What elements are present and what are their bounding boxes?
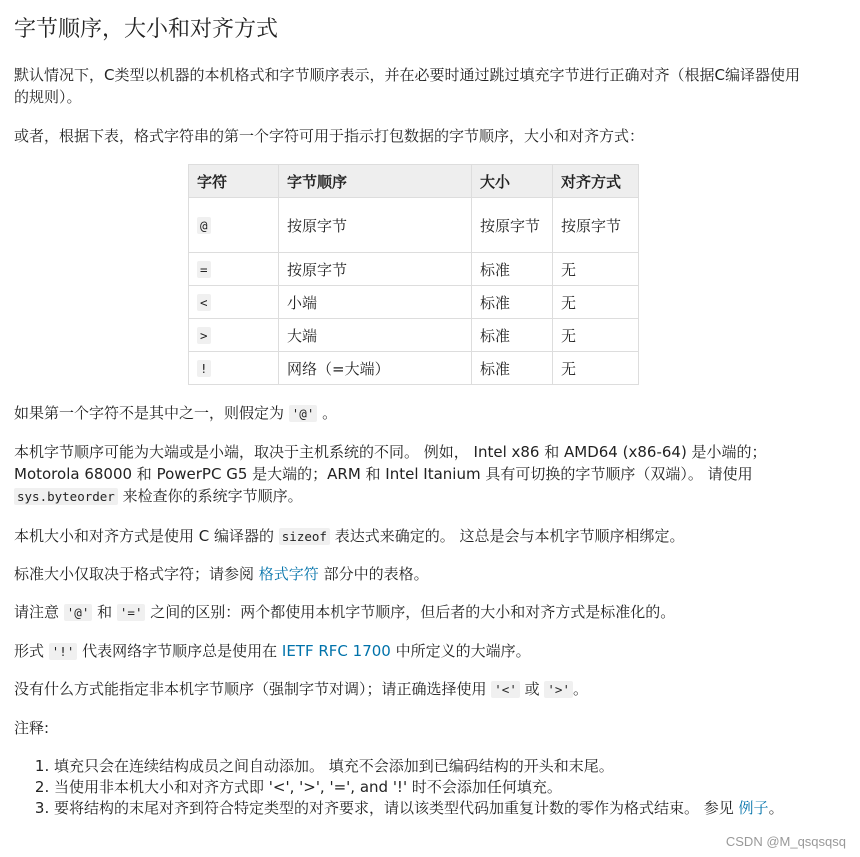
- text: 本机大小和对齐方式是使用 C 编译器的: [14, 527, 279, 545]
- text: 。: [572, 680, 588, 698]
- network-order-paragraph: [14, 640, 814, 663]
- table-row: [189, 319, 639, 352]
- header-byte-order: 字节顺序: [279, 165, 472, 198]
- list-item: [54, 798, 834, 819]
- text: 请注意: [14, 603, 64, 621]
- inline-code: '>': [544, 681, 573, 698]
- text: 。: [317, 404, 338, 422]
- table-cell: 小端: [279, 286, 472, 319]
- intro-paragraph: 默认情况下，C类型以机器的本机格式和字节顺序表示，并在必要时通过跳过填充字节进行正确对齐（根据C编译器使用的规则）。: [14, 66, 800, 106]
- table-cell: 大端: [279, 319, 472, 352]
- table-row: [189, 198, 639, 253]
- text: 部分中的表格。: [318, 565, 429, 583]
- non-native-paragraph: [14, 678, 814, 701]
- inline-code: sys.byteorder: [14, 488, 118, 505]
- inline-code: '<': [491, 681, 520, 698]
- table-cell: 网络（=大端）: [279, 352, 472, 385]
- table-row: [189, 253, 639, 286]
- table-row: [189, 352, 639, 385]
- rfc-1700-link[interactable]: IETF RFC 1700: [281, 642, 391, 660]
- text: 如果第一个字符不是其中之一，则假定为: [14, 404, 289, 422]
- inline-code: '=': [117, 604, 146, 621]
- notes-label: 注释:: [14, 719, 50, 737]
- example-link[interactable]: 例子: [738, 799, 769, 817]
- page-title: 字节顺序，大小和对齐方式: [14, 17, 279, 42]
- inline-code: '@': [289, 405, 318, 422]
- format-chars-link[interactable]: 格式字符: [258, 565, 319, 583]
- text: 之间的区别：两个都使用本机字节顺序，但后者的大小和对齐方式是标准化的。: [145, 603, 676, 621]
- text: 代表网络字节顺序总是使用在: [77, 642, 282, 660]
- table-cell: 无: [553, 352, 639, 385]
- char-code: =: [197, 261, 211, 278]
- table-row: [189, 286, 639, 319]
- text: 或: [519, 680, 545, 698]
- default-char-paragraph: [14, 402, 814, 425]
- difference-paragraph: [14, 601, 814, 624]
- table-cell-char: [189, 352, 279, 385]
- list-item: 2. 当使用非本机大小和对齐方式即 '<', '>', '=', and '!' 时不会添加任何填充。: [54, 777, 834, 798]
- table-header-row: [189, 165, 639, 198]
- char-code: @: [197, 217, 211, 234]
- notes-list: [34, 756, 834, 819]
- table-cell: 标准: [472, 352, 553, 385]
- text: 要将结构的末尾对齐到符合特定类型的对齐要求，请以该类型代码加重复计数的零作为格式结束。 参见: [54, 799, 739, 817]
- char-code: <: [197, 294, 211, 311]
- text: 和: [92, 603, 117, 621]
- sizeof-paragraph: [14, 525, 814, 548]
- table-intro-paragraph: 或者，根据下表，格式字符串的第一个字符可用于指示打包数据的字节顺序，大小和对齐方式：: [14, 127, 645, 145]
- native-order-paragraph: [14, 441, 814, 508]
- table-cell: 标准: [472, 253, 553, 286]
- header-size: 大小: [472, 165, 553, 198]
- text: 表达式来确定的。 这总是会与本机字节顺序相绑定。: [329, 527, 685, 545]
- table-cell: 按原字节: [279, 198, 472, 253]
- text: 标准大小仅取决于格式字符；请参阅: [14, 565, 259, 583]
- header-alignment: 对齐方式: [553, 165, 639, 198]
- table-cell-char: [189, 253, 279, 286]
- table-cell: 无: [553, 286, 639, 319]
- char-code: !: [197, 360, 211, 377]
- table-cell-char: [189, 286, 279, 319]
- inline-code: '!': [49, 643, 78, 660]
- table-cell: 无: [553, 319, 639, 352]
- table-cell: 无: [553, 253, 639, 286]
- table-cell: 按原字节: [472, 198, 553, 253]
- inline-code: sizeof: [279, 528, 330, 545]
- inline-code: '@': [64, 604, 93, 621]
- standard-size-paragraph: [14, 563, 814, 585]
- watermark: CSDN @M_qsqsqsq: [725, 834, 846, 849]
- text: 中所定义的大端序。: [390, 642, 531, 660]
- header-char: 字符: [189, 165, 279, 198]
- table-cell: 按原字节: [279, 253, 472, 286]
- text: 来检查你的系统字节顺序。: [117, 487, 303, 505]
- table-cell-char: [189, 319, 279, 352]
- table-cell-char: [189, 198, 279, 253]
- table-cell: 标准: [472, 319, 553, 352]
- text: 。: [768, 799, 784, 817]
- text: 没有什么方式能指定非本机字节顺序（强制字节对调）；请正确选择使用: [14, 680, 492, 698]
- char-code: >: [197, 327, 211, 344]
- text: 形式: [14, 642, 49, 660]
- byte-order-table: [188, 164, 639, 385]
- table-cell: 按原字节: [553, 198, 639, 253]
- text: 本机字节顺序可能为大端或是小端，取决于主机系统的不同。 例如， Intel x86 和 AMD64 (x86-64) 是小端的；Motorola 68000 和 PowerPC G5 是大端的；ARM 和 Intel Itanium 具有可切换的字节顺序（双端）。 请使用: [14, 443, 767, 483]
- list-item: 1. 填充只会在连续结构成员之间自动添加。 填充不会添加到已编码结构的开头和末尾。: [54, 756, 834, 777]
- table-cell: 标准: [472, 286, 553, 319]
